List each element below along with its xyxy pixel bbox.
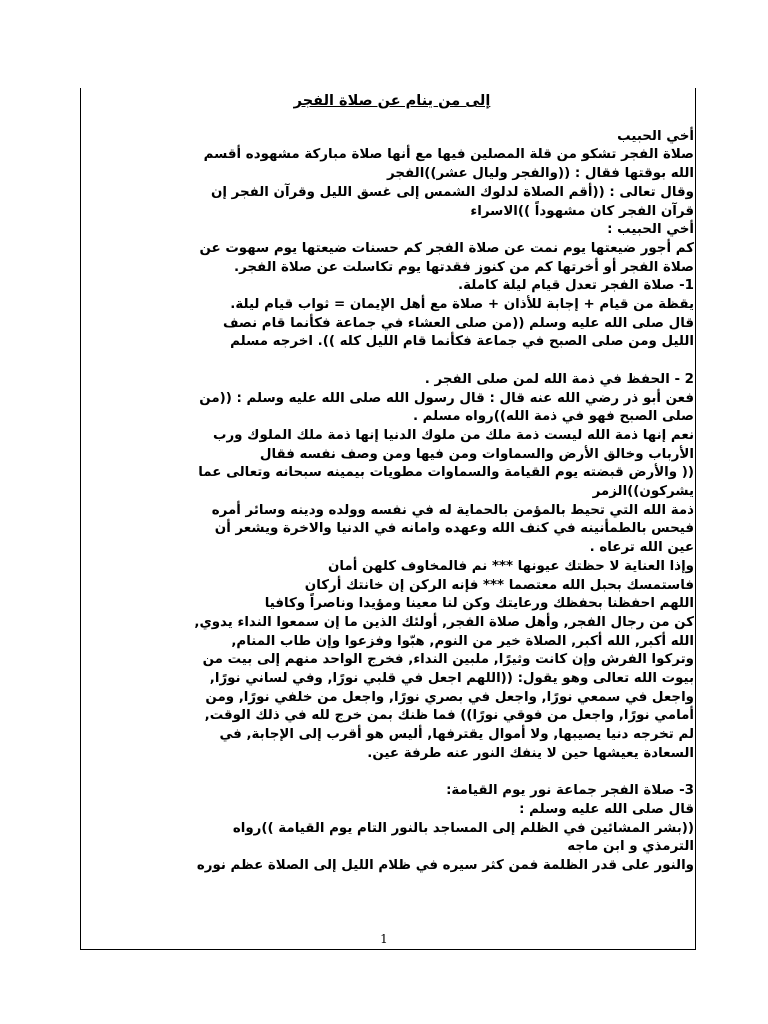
text-line: اللهم احفظنا بحفظك ورعايتك وكن لنا معينا ومؤيدا وناصراً وكافيا bbox=[264, 596, 694, 612]
text-line: كم أجور ضيعتها يوم نمت عن صلاة الفجر كم حسنات ضيعتها يوم سهوت عن bbox=[199, 240, 694, 256]
text-line bbox=[90, 352, 694, 371]
text-line: 3- صلاة الفجر جماعة نور يوم القيامة: bbox=[446, 783, 694, 799]
text-line: (( والأرض قبضته يوم القيامة والسماوات مطويات بيمينه سبحانه وتعالى عما bbox=[198, 465, 694, 481]
text-line: عين الله ترعاه . bbox=[589, 540, 694, 556]
text-line: قرآن الفجر كان مشهوداً ))الاسراء bbox=[470, 203, 694, 219]
text-line: وإذا العناية لا حظتك عيونها *** نم فالمخاوف كلهن أمان bbox=[327, 558, 694, 574]
text-line: والنور على قدر الظلمة فمن كثر سيره في ظلام الليل إلى الصلاة عظم نوره bbox=[196, 858, 694, 874]
text-line: وقال تعالى : ((أقم الصلاة لدلوك الشمس إلى غسق الليل وقرآن الفجر إن bbox=[210, 184, 694, 200]
text-line: 1- صلاة الفجر تعدل قيام ليلة كاملة. bbox=[458, 278, 694, 294]
text-line: يشركون))الزمر bbox=[592, 484, 694, 500]
text-line: نعم إنها ذمة الله ليست ذمة ملك من ملوك الدنيا إنها ذمة ملك الملوك ورب bbox=[213, 427, 694, 443]
text-line: يقظة من قيام + إجابة للأذان + صلاة مع أهل الإيمان = ثواب قيام ليلة. bbox=[230, 297, 694, 313]
text-line: الأرباب وخالق الأرض والسماوات ومن فيها ومن وصف نفسه فقال bbox=[259, 446, 694, 462]
page-number: 1 bbox=[380, 932, 388, 946]
text-line: صلاة الفجر أو أخرتها كم من كنوز فقدتها يوم تكاسلت عن صلاة الفجر. bbox=[233, 259, 694, 275]
text-line: واجعل في سمعي نورًا, واجعل في بصري نورًا, واجعل من خلفي نورًا, ومن bbox=[205, 689, 694, 705]
text-line: وتركوا الفرش وإن كانت وثيرًا, ملبين النداء, فخرج الواحد منهم إلى بيت من bbox=[202, 652, 694, 668]
text-line: كن من رجال الفجر, وأهل صلاة الفجر, أولئك الذين ما إن سمعوا النداء يدوي, bbox=[194, 614, 694, 630]
text-line: ((بشر المشائين في الظلم إلى المساجد بالنور التام يوم القيامة ))رواه bbox=[232, 820, 694, 836]
text-line: 2 - الحفظ في ذمة الله لمن صلى الفجر . bbox=[424, 371, 694, 387]
text-line: أمامي نورًا, واجعل من فوقي نورًا)) فما ظنك بمن خرج لله في ذلك الوقت, bbox=[204, 708, 694, 724]
text-line: قال صلى الله عليه وسلم ((من صلى العشاء في جماعة فكأنما قام نصف bbox=[222, 315, 694, 331]
text-line: أخي الحبيب bbox=[617, 128, 694, 144]
document-text bbox=[90, 128, 694, 876]
text-line: ذمة الله التي تحيط بالمؤمن بالحماية له في نفسه وولده ودينه وسائر أمره bbox=[211, 502, 694, 518]
text-line: بيوت الله تعالى وهو يقول: ((اللهم اجعل في قلبي نورًا, وفي لساني نورًا, bbox=[209, 671, 694, 687]
document-title: إلى من ينام عن صلاة الفجر bbox=[293, 93, 491, 109]
text-line: أخي الحبيب : bbox=[607, 222, 694, 238]
text-line: فيحس بالطمأنينه في كنف الله وعهده وامانه في الدنيا والاخرة ويشعر أن bbox=[214, 521, 694, 537]
text-line: الله أكبر, الله أكبر, الصلاة خير من النوم, هبّوا وفزعوا وإن طاب المنام, bbox=[231, 633, 694, 649]
document-body bbox=[90, 92, 694, 876]
text-line: الله بوقتها فقال : ((والفجر وليال عشر))الفجر bbox=[387, 166, 694, 182]
text-line bbox=[90, 764, 694, 783]
text-line: صلاة الفجر تشكو من قلة المصلين فيها مع أنها صلاة مباركة مشهوده أقسم bbox=[203, 147, 694, 163]
text-line: فعن أبو ذر رضي الله عنه قال : قال رسول الله صلى الله عليه وسلم : ((من bbox=[199, 390, 694, 406]
text-line: قال صلى الله عليه وسلم : bbox=[519, 801, 694, 817]
text-line: الليل ومن صلى الصبح في جماعة فكأنما قام الليل كله )). اخرجه مسلم bbox=[230, 334, 694, 350]
text-line: السعادة يعيشها حين لا ينفك النور عنه طرفة عين. bbox=[367, 745, 694, 761]
text-line: لم تخرجه دنيا يصيبها, ولا أموال يقترفها, أليس هو أقرب إلى الإجابة, في bbox=[219, 727, 694, 743]
text-line: الترمذي و ابن ماجه bbox=[567, 839, 694, 855]
text-line: صلى الصبح فهو في ذمة الله))رواه مسلم . bbox=[412, 409, 694, 425]
text-line: فاستمسك بحبل الله معتصما *** فإنه الركن إن خانتك أركان bbox=[304, 577, 694, 593]
